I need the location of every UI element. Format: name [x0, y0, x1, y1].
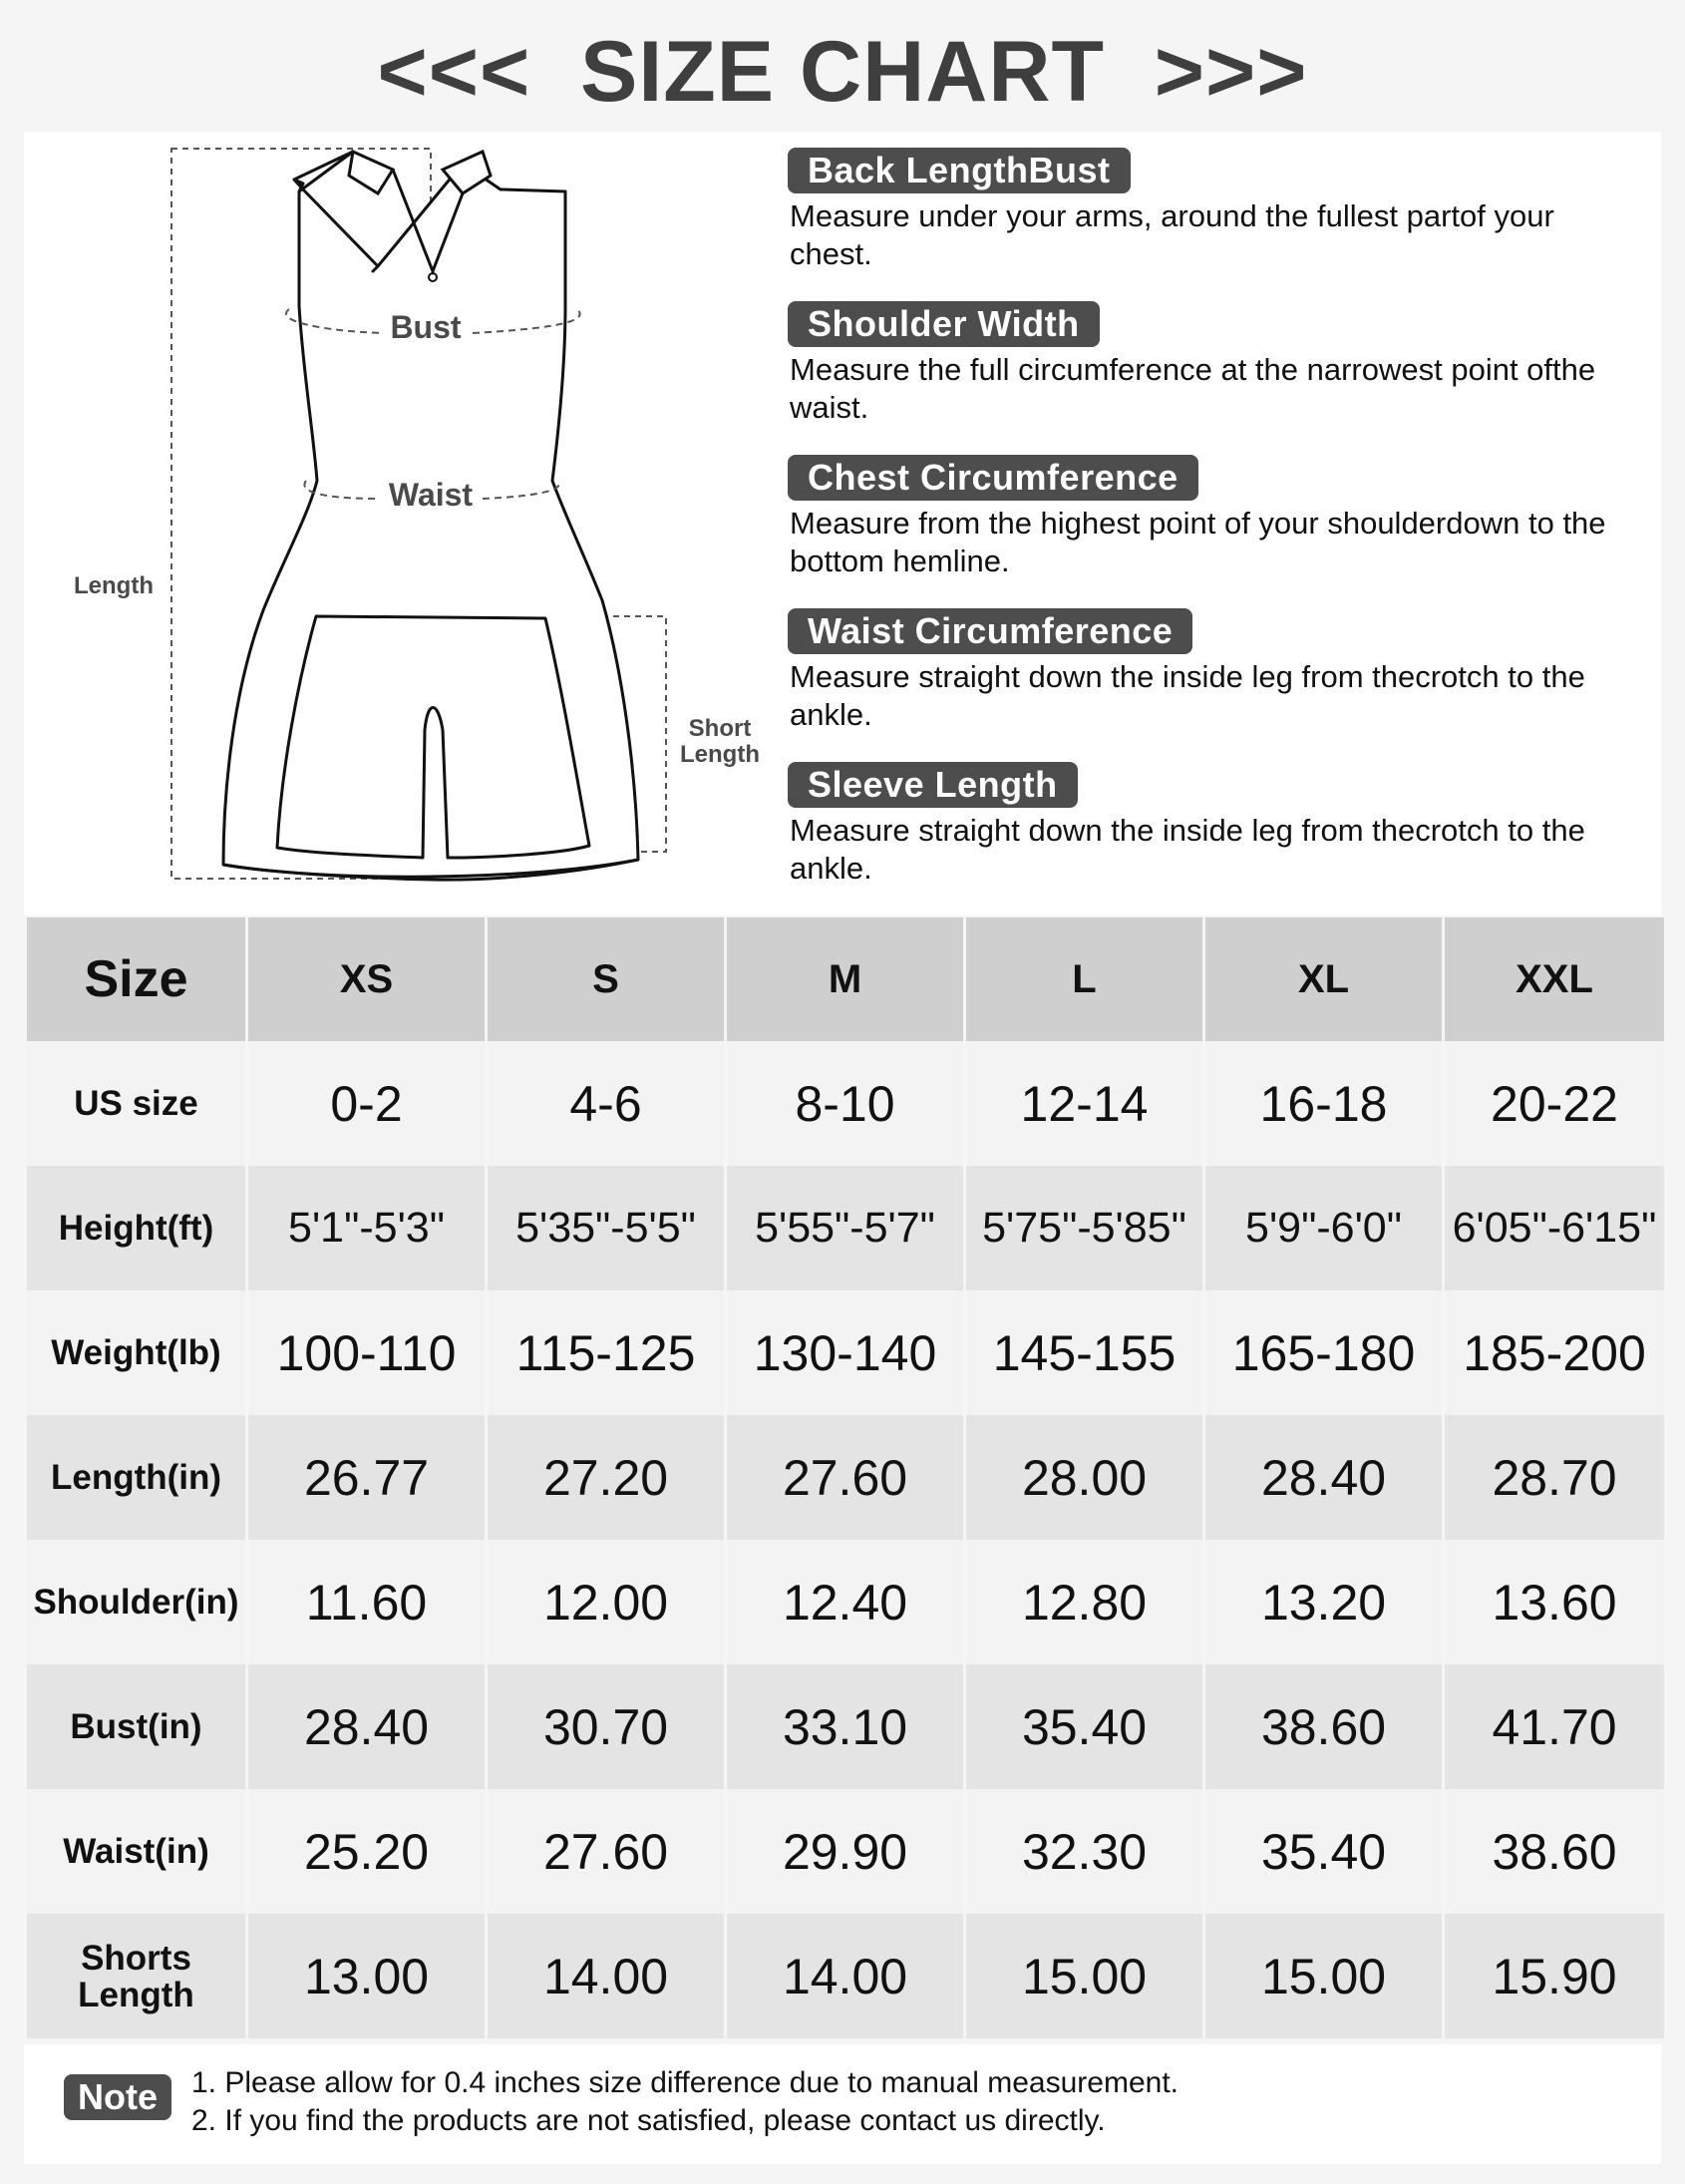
measurement-item	[788, 608, 1655, 762]
row-label: Weight(lb)	[27, 1290, 245, 1415]
row-label: Waist(in)	[27, 1789, 245, 1914]
table-cell: 13.60	[1445, 1540, 1664, 1664]
table-cell: 33.10	[727, 1664, 963, 1789]
table-cell: 12.80	[966, 1540, 1202, 1664]
table-cell: 38.60	[1445, 1789, 1664, 1914]
measurement-label: Sleeve Length	[788, 762, 1078, 808]
table-cell: 5'55"-5'7"	[727, 1166, 963, 1290]
measurement-label: Chest Circumference	[788, 455, 1198, 501]
header-cell: XL	[1205, 917, 1442, 1041]
note-panel	[24, 2044, 1661, 2164]
table-row	[27, 1789, 1664, 1914]
note-lines	[191, 2064, 1179, 2140]
waist-label: Waist	[388, 477, 474, 513]
table-cell: 115-125	[488, 1290, 724, 1415]
note-line: 2. If you find the products are not satisfied, please contact us directly.	[191, 2104, 1106, 2137]
short-length-label-line2: Length	[680, 741, 760, 768]
table-cell: 15.00	[966, 1914, 1202, 2038]
table-cell: 20-22	[1445, 1041, 1664, 1166]
table-cell: 145-155	[966, 1290, 1202, 1415]
measurement-item	[788, 148, 1655, 301]
short-length-label	[670, 716, 770, 768]
header-cell: S	[488, 917, 724, 1041]
measurement-item	[788, 455, 1655, 608]
table-cell: 25.20	[248, 1789, 485, 1914]
table-cell: 13.00	[248, 1914, 485, 2038]
table-cell: 11.60	[248, 1540, 485, 1664]
table-row	[27, 1290, 1664, 1415]
row-label: US size	[27, 1041, 245, 1166]
table-cell: 130-140	[727, 1290, 963, 1415]
measurement-item	[788, 301, 1655, 455]
table-cell: 12.40	[727, 1540, 963, 1664]
header-cell: L	[966, 917, 1202, 1041]
short-length-label-line1: Short	[688, 715, 752, 742]
table-row	[27, 1914, 1664, 2038]
table-cell: 41.70	[1445, 1664, 1664, 1789]
table-cell: 27.60	[488, 1789, 724, 1914]
table-cell: 8-10	[727, 1041, 963, 1166]
table-cell: 5'75"-5'85"	[966, 1166, 1202, 1290]
table-cell: 14.00	[727, 1914, 963, 2038]
length-label: Length	[74, 572, 154, 599]
measurement-text: Measure under your arms, around the fullest partof your chest.	[790, 198, 1554, 271]
table-cell: 6'05"-6'15"	[1445, 1166, 1664, 1290]
table-cell: 4-6	[488, 1041, 724, 1166]
header-cell: M	[727, 917, 963, 1041]
table-cell: 12-14	[966, 1041, 1202, 1166]
measurement-label: Back LengthBust	[788, 148, 1131, 193]
measurement-item	[788, 762, 1655, 915]
table-cell: 28.70	[1445, 1415, 1664, 1540]
table-cell: 30.70	[488, 1664, 724, 1789]
table-cell: 27.20	[488, 1415, 724, 1540]
header-cell: XXL	[1445, 917, 1664, 1041]
table-cell: 100-110	[248, 1290, 485, 1415]
header-cell-size: Size	[27, 917, 245, 1041]
table-cell: 5'9"-6'0"	[1205, 1166, 1442, 1290]
size-table	[24, 917, 1667, 2038]
measurement-text: Measure the full circumference at the narrowest point ofthe waist.	[790, 352, 1596, 425]
dress-diagram	[24, 132, 782, 915]
note-line: 1. Please allow for 0.4 inches size difference due to manual measurement.	[191, 2066, 1179, 2099]
table-header-row	[27, 917, 1664, 1041]
table-cell: 28.40	[1205, 1415, 1442, 1540]
measurement-descriptions	[788, 148, 1655, 915]
table-row	[27, 1166, 1664, 1290]
table-cell: 27.60	[727, 1415, 963, 1540]
measurement-text: Measure from the highest point of your shoulderdown to the bottom hemline.	[790, 506, 1606, 578]
table-cell: 15.90	[1445, 1914, 1664, 2038]
table-cell: 38.60	[1205, 1664, 1442, 1789]
table-cell: 185-200	[1445, 1290, 1664, 1415]
measurement-label: Shoulder Width	[788, 301, 1100, 347]
table-cell: 165-180	[1205, 1290, 1442, 1415]
table-cell: 5'1"-5'3"	[248, 1166, 485, 1290]
header-cell: XS	[248, 917, 485, 1041]
bust-label: Bust	[390, 309, 462, 345]
page-title: <<< SIZE CHART >>>	[377, 24, 1308, 120]
table-cell: 26.77	[248, 1415, 485, 1540]
measurement-text: Measure straight down the inside leg from thecrotch to the ankle.	[790, 659, 1585, 732]
measurement-text: Measure straight down the inside leg from thecrotch to the ankle.	[790, 813, 1585, 886]
table-row	[27, 1540, 1664, 1664]
measurement-guide-panel	[24, 132, 1661, 915]
table-cell: 28.40	[248, 1664, 485, 1789]
row-label: Bust(in)	[27, 1664, 245, 1789]
table-cell: 14.00	[488, 1914, 724, 2038]
table-cell: 35.40	[1205, 1789, 1442, 1914]
table-cell: 32.30	[966, 1789, 1202, 1914]
table-row	[27, 1664, 1664, 1789]
dress-outline-icon	[24, 132, 782, 915]
table-row	[27, 1041, 1664, 1166]
table-cell: 35.40	[966, 1664, 1202, 1789]
table-cell: 29.90	[727, 1789, 963, 1914]
table-cell: 13.20	[1205, 1540, 1442, 1664]
table-cell: 5'35"-5'5"	[488, 1166, 724, 1290]
table-cell: 0-2	[248, 1041, 485, 1166]
row-label: Shoulder(in)	[27, 1540, 245, 1664]
table-cell: 15.00	[1205, 1914, 1442, 2038]
note-badge: Note	[64, 2074, 171, 2120]
row-label: Shorts Length	[27, 1914, 245, 2038]
row-label: Height(ft)	[27, 1166, 245, 1290]
table-cell: 28.00	[966, 1415, 1202, 1540]
table-row	[27, 1415, 1664, 1540]
row-label: Length(in)	[27, 1415, 245, 1540]
table-cell: 16-18	[1205, 1041, 1442, 1166]
table-cell: 12.00	[488, 1540, 724, 1664]
measurement-label: Waist Circumference	[788, 608, 1192, 654]
